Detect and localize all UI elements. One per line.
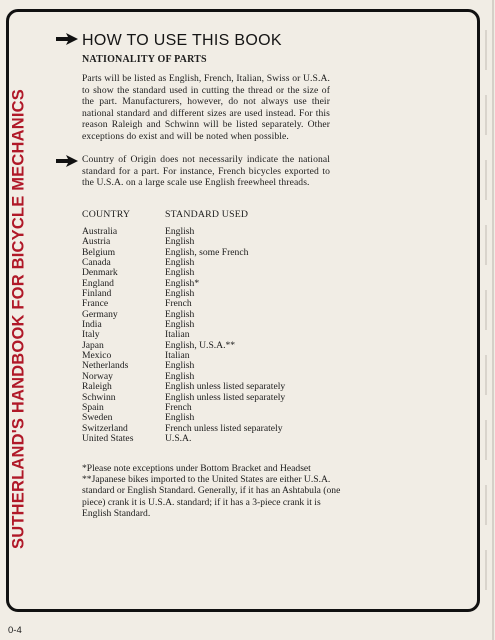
table-row	[82, 393, 342, 403]
country-cell: Schwinn	[82, 391, 116, 403]
standard-cell: English, some French	[165, 246, 249, 258]
table-row	[82, 361, 342, 371]
standard-cell: French	[165, 401, 192, 413]
standard-cell: English	[165, 288, 195, 300]
country-cell: France	[82, 298, 109, 310]
standard-cell: English	[165, 267, 195, 279]
table-row	[82, 299, 342, 309]
standard-cell: French	[165, 298, 192, 310]
footnotes	[82, 463, 344, 519]
spine-band	[1, 60, 37, 578]
table-row	[82, 382, 342, 392]
table-row	[82, 341, 342, 351]
standards-table	[82, 227, 342, 444]
paragraph-intro: Parts will be listed as English, French, Italian, Swiss or U.S.A. to show the standard used in cutting the thread or the size of the part. Manufacturers, however, do not always use their national standard and different sizes are used instead. For this reason Raleigh and Schwinn will be listed separately. Other exceptions do exist and will be noted when possible.	[82, 73, 330, 142]
country-cell: Germany	[82, 308, 118, 320]
standard-cell: U.S.A.	[165, 432, 192, 444]
country-cell: Italy	[82, 329, 100, 341]
table-row	[82, 310, 342, 320]
country-cell: Finland	[82, 288, 112, 300]
table-row	[82, 279, 342, 289]
country-cell: Denmark	[82, 267, 118, 279]
country-cell: Australia	[82, 226, 118, 237]
country-cell: Raleigh	[82, 381, 112, 393]
table-row	[82, 320, 342, 330]
table-row	[82, 268, 342, 278]
country-cell: Japan	[82, 339, 104, 351]
country-cell: Spain	[82, 401, 104, 413]
column-header-country: COUNTRY	[82, 209, 131, 220]
right-arrow-icon	[56, 32, 78, 46]
standard-cell: English unless listed separately	[165, 381, 286, 393]
country-cell: India	[82, 319, 102, 331]
footnote-japanese-bikes: **Japanese bikes imported to the United States are either U.S.A. standard or English Standard. Generally, if it has an Ashtabula (one piece) crank it is U.S.A. standard; if it has a 3-piece crank it is English Standard.	[82, 474, 341, 519]
country-cell: Canada	[82, 257, 111, 269]
subheading: NATIONALITY OF PARTS	[82, 54, 207, 65]
section-heading: HOW TO USE THIS BOOK	[82, 32, 282, 49]
table-row	[82, 258, 342, 268]
country-cell: England	[82, 277, 114, 289]
standard-cell: English	[165, 319, 195, 331]
standard-cell: English	[165, 360, 195, 372]
country-cell: Switzerland	[82, 422, 128, 434]
standard-cell: English, U.S.A.**	[165, 339, 236, 351]
table-row	[82, 403, 342, 413]
country-cell: Austria	[82, 236, 111, 248]
standard-cell: English	[165, 370, 195, 382]
country-cell: Sweden	[82, 412, 113, 424]
country-cell: Belgium	[82, 246, 116, 258]
standard-cell: English	[165, 412, 195, 424]
footnote-headset: *Please note exceptions under Bottom Bracket and Headset	[82, 463, 311, 474]
standard-cell: Italian	[165, 329, 190, 341]
country-cell: Mexico	[82, 350, 112, 362]
country-cell: Netherlands	[82, 360, 129, 372]
paragraph-country-of-origin: Country of Origin does not necessarily indicate the national standard for a part. For instance, French bicycles exported to the U.S.A. on a large scale use English freewheel threads.	[82, 154, 330, 188]
binder-tab-edge	[480, 0, 495, 640]
country-cell: United States	[82, 432, 134, 444]
standard-cell: English	[165, 308, 195, 320]
standard-cell: English	[165, 257, 195, 269]
spine-title: SUTHERLAND'S HANDBOOK FOR BICYCLE MECHANICS	[9, 89, 28, 549]
table-row	[82, 434, 342, 444]
table-row	[82, 289, 342, 299]
standard-cell: French unless listed separately	[165, 422, 283, 434]
standard-cell: English	[165, 236, 195, 248]
table-row	[82, 227, 342, 237]
standard-cell: English*	[165, 277, 200, 289]
column-header-standard: STANDARD USED	[165, 209, 249, 220]
right-arrow-icon	[56, 154, 78, 168]
country-cell: Norway	[82, 370, 113, 382]
page-number: 0-4	[8, 625, 22, 636]
standard-cell: English	[165, 226, 195, 237]
table-row	[82, 413, 342, 423]
standard-cell: English unless listed separately	[165, 391, 286, 403]
standard-cell: Italian	[165, 350, 190, 362]
table-row	[82, 248, 342, 258]
